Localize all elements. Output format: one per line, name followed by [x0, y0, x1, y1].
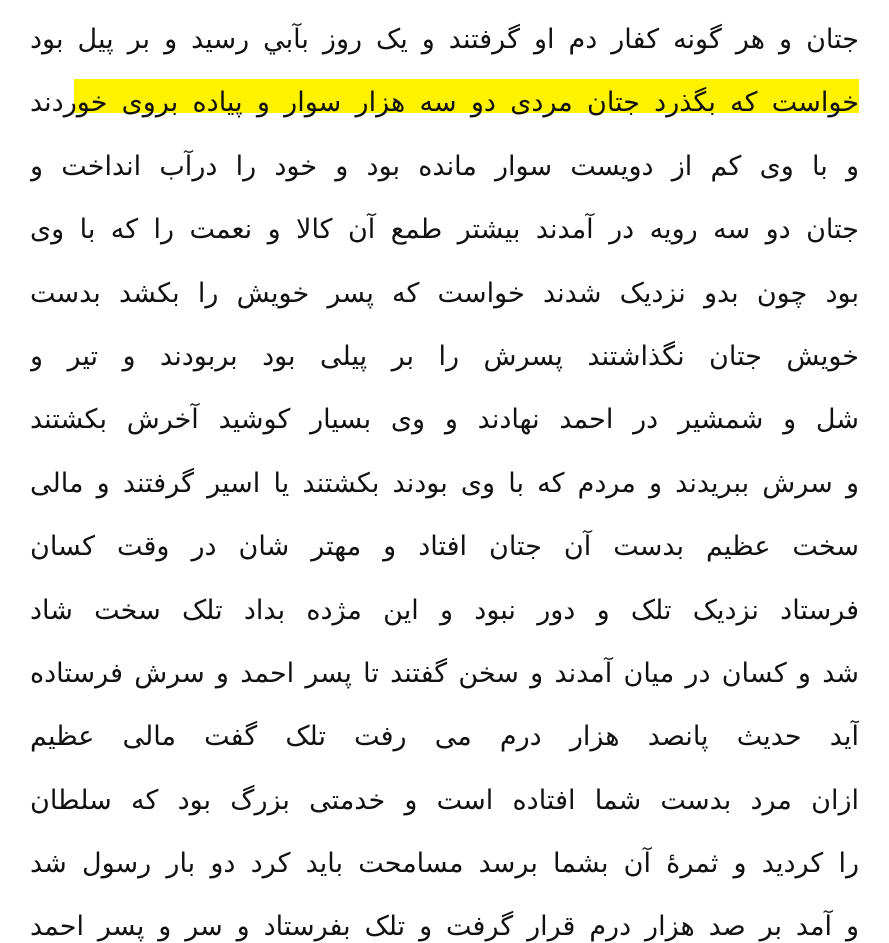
text-line-14-content: را کردید و ثمرهٔ آن بشما برسد مسامحت باید کرد دو بار رسول شد [30, 848, 859, 880]
text-line-11 [30, 642, 859, 705]
text-line-3-content: و با وی کم از دویست سوار مانده بود و خود را درآب انداخت و [30, 150, 859, 182]
text-line-2-content: خواست که بگذرد جتان مردی دو سه هزار سوار و پیاده بروی خوردند [30, 87, 859, 119]
text-line-13 [30, 769, 859, 832]
text-line-14 [30, 832, 859, 895]
text-line-6 [30, 325, 859, 388]
text-line-12-content: آید حدیث پانصد هزار درم می رفت تلک گفت مالی عظیم [30, 721, 859, 753]
text-line-13-content: ازان مرد بدست شما افتاده است و خدمتی بزرگ بود که سلطان [30, 784, 859, 816]
text-line-5-content: بود چون بدو نزدیک شدند خواست که پسر خویش را بکشد بدست [30, 277, 859, 309]
text-line-15-content: و آمد بر صد هزار درم قرار گرفت و تلک بفرستاد و سر و پسر احمد [30, 911, 859, 943]
persian-text-block [30, 8, 859, 943]
text-line-4-content: جتان دو سه رویه در آمدند بیشتر طمع آن کالا و نعمت را که با وی [30, 214, 859, 246]
text-line-12 [30, 705, 859, 768]
text-line-1 [30, 8, 859, 71]
text-line-8-content: و سرش ببریدند و مردم که با وی بودند بکشتند یا اسیر گرفتند و مالی [30, 467, 859, 499]
text-line-4 [30, 198, 859, 261]
text-line-9 [30, 515, 859, 578]
text-line-2 [30, 71, 859, 134]
text-line-3 [30, 135, 859, 198]
text-line-5 [30, 262, 859, 325]
text-line-7 [30, 388, 859, 451]
text-line-10 [30, 579, 859, 642]
text-line-11-content: شد و کسان در میان آمدند و سخن گفتند تا پسر احمد و سرش فرستاده [30, 657, 859, 689]
text-line-10-content: فرستاد نزدیک تلک و دور نبود و این مژده بداد تلک سخت شاد [30, 594, 859, 626]
text-line-15 [30, 895, 859, 943]
text-line-6-content: خویش جتان نگذاشتند پسرش را بر پیلی بود بربودند و تیر و [30, 340, 859, 372]
text-line-8 [30, 452, 859, 515]
text-line-1-content: جتان و هر گونه کفار دم او گرفتند و یک روز بآبي رسيد و بر پيل بود [30, 24, 859, 55]
text-line-9-content: سخت عظیم بدست آن جتان افتاد و مهتر شان در وقت کسان [30, 531, 859, 563]
text-line-7-content: شل و شمشیر در احمد نهادند و وی بسیار کوشید آخرش بکشتند [30, 404, 859, 436]
